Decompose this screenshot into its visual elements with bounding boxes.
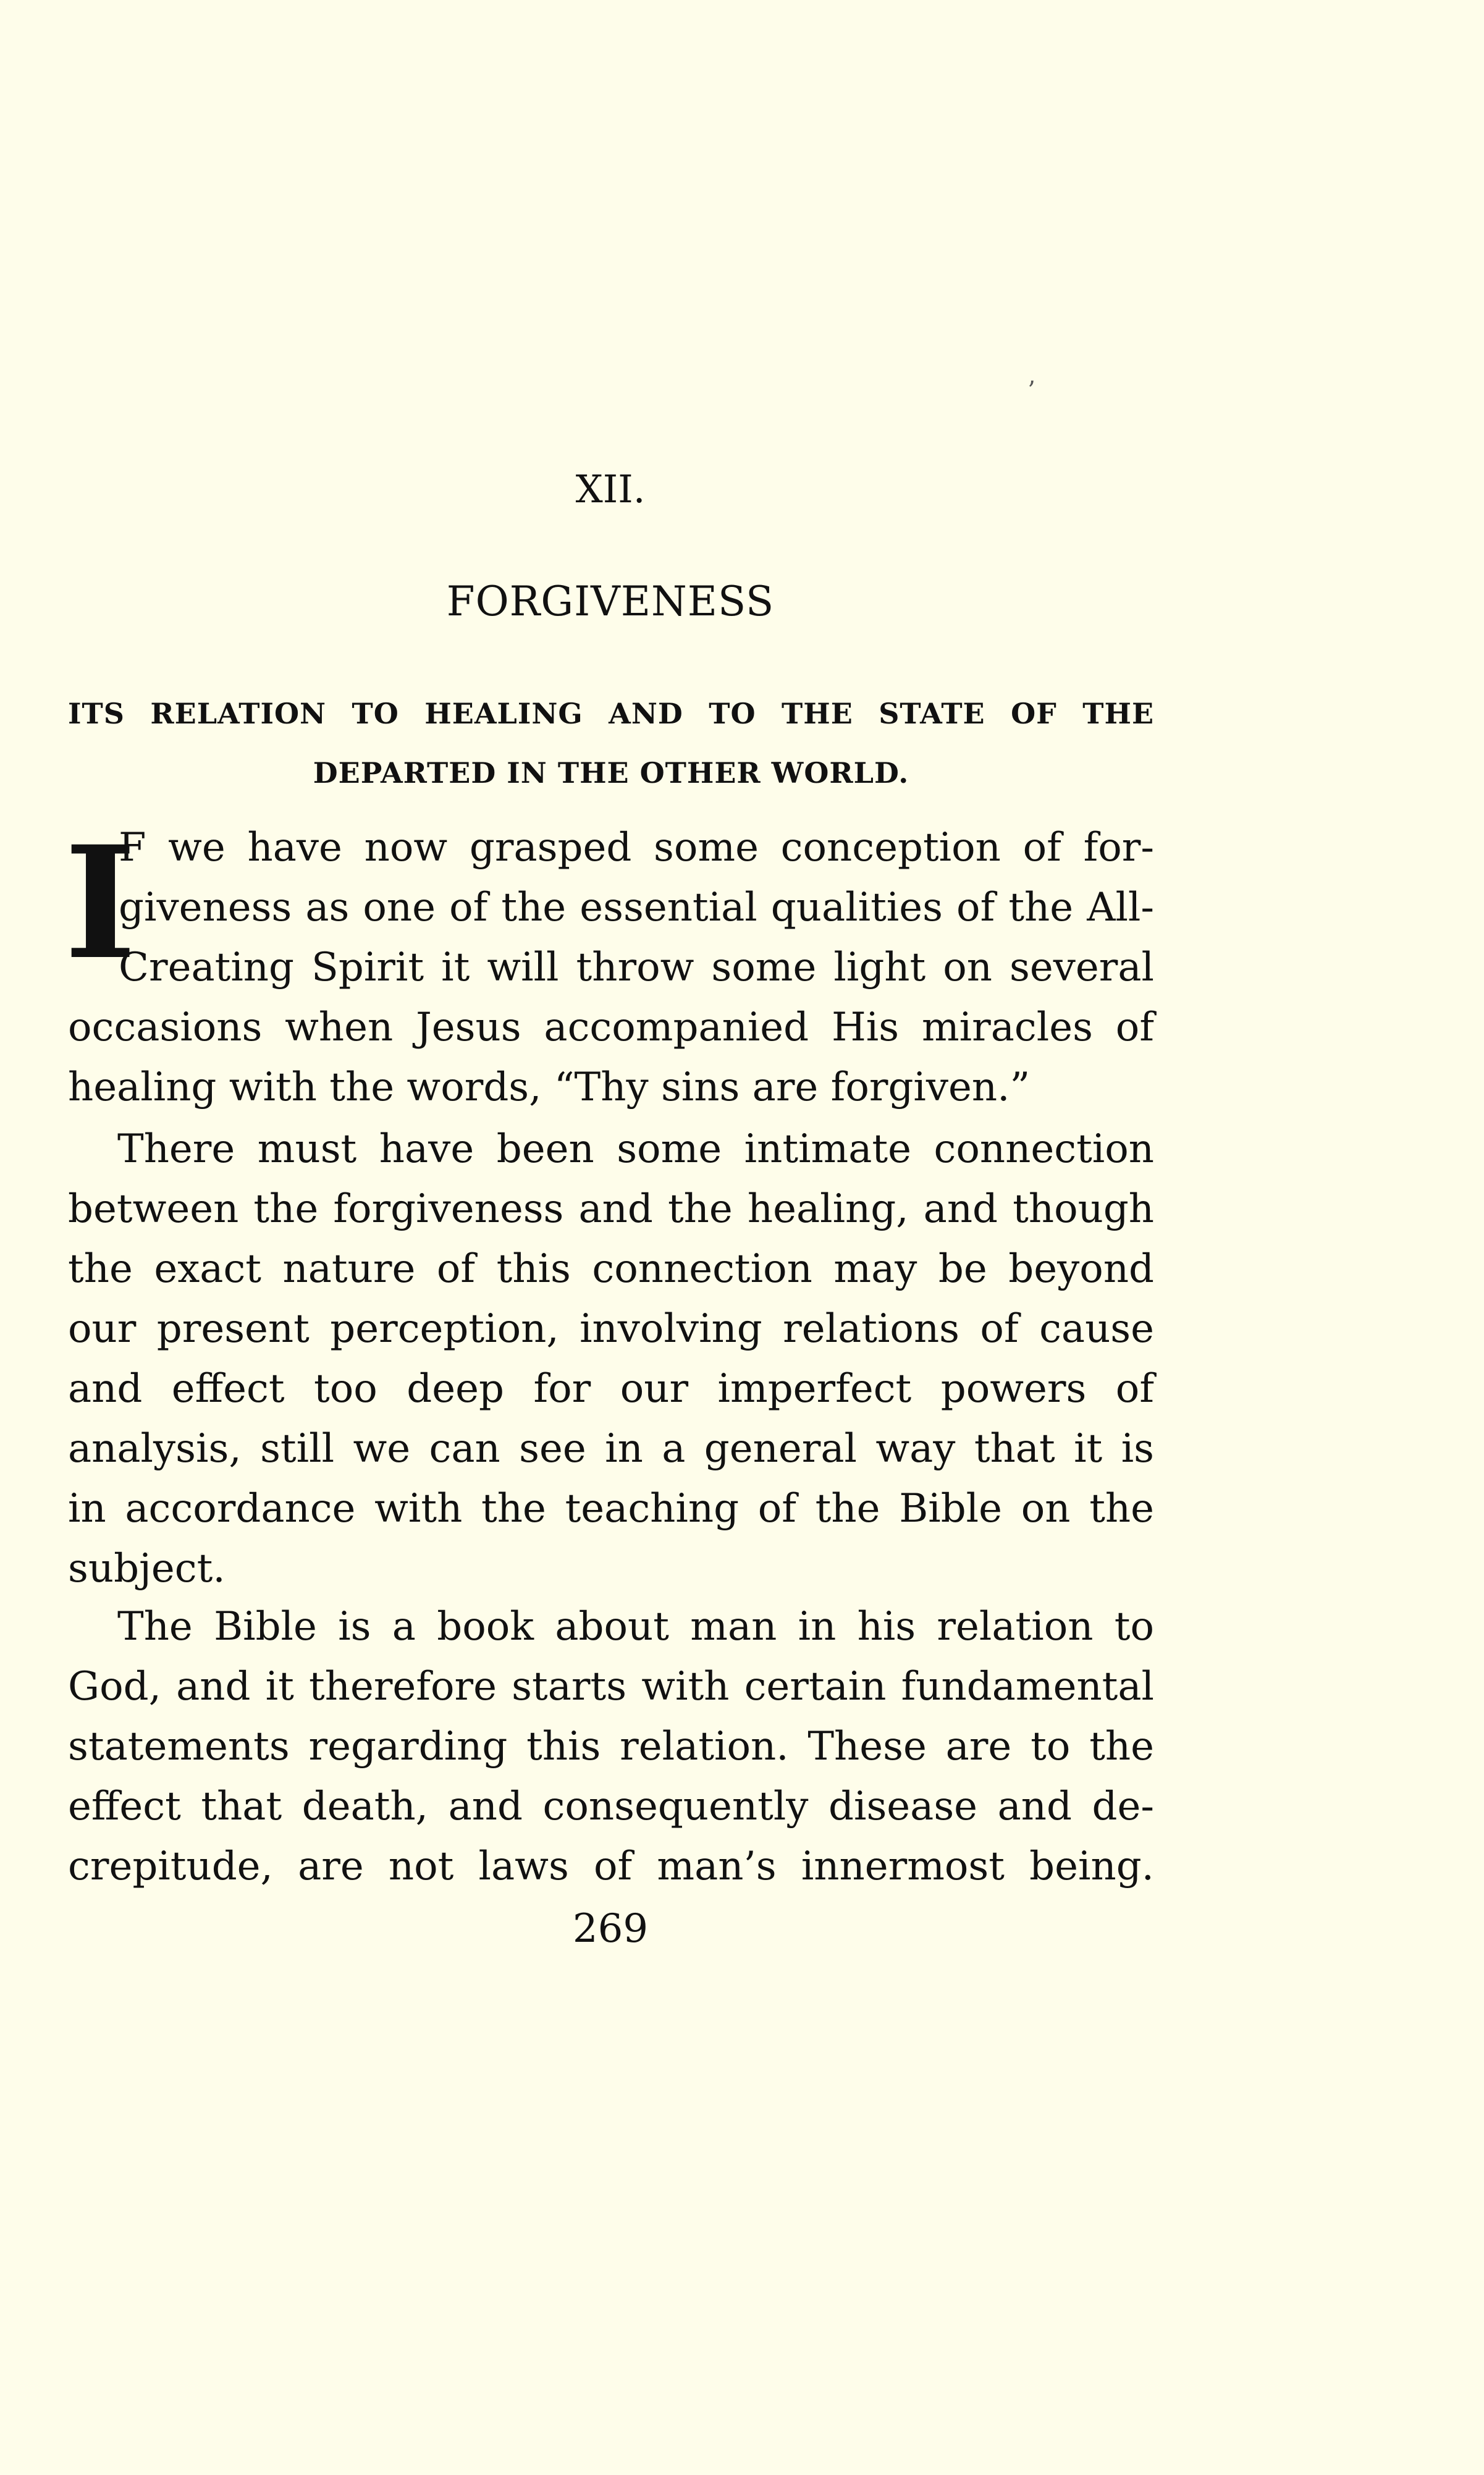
body-line: statements regarding this relation. These are to the <box>68 1724 1154 1769</box>
body-line: analysis, still we can see in a general way that it is <box>68 1426 1154 1472</box>
body-line: effect that death, and consequently disease and de- <box>68 1784 1154 1829</box>
body-line: subject. <box>68 1546 226 1592</box>
body-line: F we have now grasped some conception of for- <box>119 825 1154 871</box>
body-line: giveness as one of the essential qualities of the All- <box>119 885 1154 930</box>
drop-cap: I <box>64 812 137 993</box>
page-number: 269 <box>572 1906 649 1952</box>
body-line: and effect too deep for our imperfect powers of <box>68 1366 1154 1412</box>
body-line: God, and it therefore starts with certain fundamental <box>68 1664 1154 1710</box>
body-line: between the forgiveness and the healing, and though <box>68 1186 1154 1232</box>
body-line: healing with the words, “Thy sins are forgiven.” <box>68 1065 1031 1110</box>
body-line: our present perception, involving relations of cause <box>68 1306 1154 1352</box>
chapter-number: XII. <box>575 466 646 512</box>
body-line: in accordance with the teaching of the Bible on the <box>68 1486 1154 1532</box>
body-line: Creating Spirit it will throw some light on several <box>119 945 1154 990</box>
chapter-title: FORGIVENESS <box>446 578 775 625</box>
body-line: crepitude, are not laws of man’s innermost being. <box>68 1844 1154 1889</box>
body-line: occasions when Jesus accompanied His miracles of <box>68 1005 1154 1050</box>
subtitle-line: DEPARTED IN THE OTHER WORLD. <box>313 756 909 790</box>
body-line: the exact nature of this connection may be beyond <box>68 1246 1154 1292</box>
body-line: There must have been some intimate connection <box>117 1126 1154 1172</box>
body-line: The Bible is a book about man in his relation to <box>117 1604 1154 1650</box>
stray-mark: ʼ <box>1027 377 1035 405</box>
subtitle-line: ITS RELATION TO HEALING AND TO THE STATE OF THE <box>68 697 1154 730</box>
